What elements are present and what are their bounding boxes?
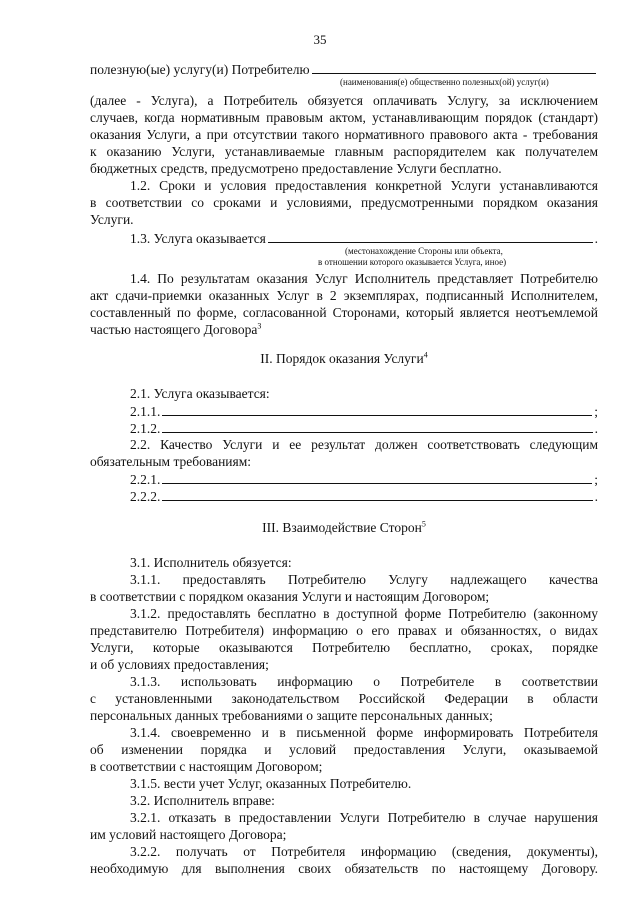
heading-text: III. Взаимодействие Сторон (262, 520, 422, 535)
page-number: 35 (313, 32, 327, 47)
text-line: и об условиях предоставления; (90, 657, 269, 672)
text-line: 3.1.2. предоставлять бесплатно в доступной форме Потребителю (законному (130, 606, 598, 621)
text-line: составленный по форме, согласованной Сторонами, который является неотъемлемой (90, 305, 598, 320)
line-service-place (90, 229, 598, 247)
item-number: 2.1.1. (130, 404, 161, 419)
field-caption: в отношении которого оказывается Услуга, иное) (318, 257, 507, 267)
footnote-ref: 4 (423, 350, 428, 360)
text-line: необходимую для выполнения своих обязательств по настоящему Договору. (90, 861, 598, 876)
text-line: 1.2. Сроки и условия предоставления конкретной Услуги устанавливаются (130, 178, 598, 193)
line-text: частью настоящего Договора (90, 322, 258, 337)
section-heading (90, 350, 598, 367)
text-line: Услуги. (90, 212, 134, 227)
text-line: (далее - Услуга), а Потребитель обязуется оплачивать Услугу, за исключением (90, 93, 598, 108)
text-line: 3.2.2. получать от Потребителя информацию (сведения, документы), (130, 844, 598, 859)
text-line: 3.2.1. отказать в предоставлении Услуги Потребителю в случае нарушения (130, 810, 598, 825)
punct: . (594, 421, 598, 436)
punct: ; (594, 404, 598, 419)
blank-line (162, 470, 592, 484)
blank-line (162, 419, 592, 433)
blank-line (162, 402, 592, 416)
blank-item (90, 470, 598, 488)
text-line: в соответствии с порядком оказания Услуги и настоящим Договором; (90, 589, 490, 604)
text-line: к оказанию Услуги, устанавливаемые главным распорядителем как получателем (90, 144, 598, 159)
section-heading (90, 519, 598, 536)
text-line: 3.1.1. предоставлять Потребителю Услугу надлежащего качества (130, 572, 598, 587)
footnote-ref: 5 (421, 519, 426, 529)
text-line: Услуги, которые оказываются Потребителю бесплатно, сроках, порядке (90, 640, 598, 655)
text-line: им условий настоящего Договора; (90, 827, 287, 842)
blank-item (90, 419, 598, 437)
text-line: с установленными законодательством Российской Федерации в области (90, 691, 598, 706)
blank-line (268, 229, 593, 243)
blank-item (90, 487, 598, 505)
text-line: в соответствии с настоящим Договором; (90, 759, 323, 774)
item-number: 2.2.1. (130, 472, 161, 487)
text-line: представителю Потребителя) информацию о его правах и обязанностях, о видах (90, 623, 598, 638)
blank-line (162, 487, 592, 501)
text-line: 1.4. По результатам оказания Услуг Исполнитель представляет Потребителю (130, 271, 598, 286)
text-line: в соответствии со сроками и условиями, предусмотренными порядком оказания (90, 195, 598, 210)
line-consumer (90, 60, 598, 78)
line-text: полезную(ые) услугу(и) Потребителю (90, 62, 310, 77)
text-line: случаев, когда нормативным правовым актом, устанавливающим порядок (стандарт) (90, 110, 598, 125)
punct: . (594, 489, 598, 504)
text-line: об изменении порядка и условий предоставления Услуги, оказываемой (90, 742, 598, 757)
punct: . (594, 231, 598, 246)
text-line: 3.1.3. использовать информацию о Потребителе в соответствии (130, 674, 598, 689)
text-line: обязательным требованиям: (90, 454, 252, 469)
text-line: персональных данных требованиями о защите персональных данных; (90, 708, 493, 723)
item-number: 2.2.2. (130, 489, 161, 504)
text-line: 3.2. Исполнитель вправе: (130, 793, 275, 808)
blank-line (312, 60, 596, 74)
text-line: оказания Услуги, а при отсутствии такого нормативного правового акта - требования (90, 127, 598, 142)
text-line: акт сдачи-приемки оказанных Услуг в 2 экземплярах, подписанный Исполнителем, (90, 288, 598, 303)
field-caption: (наименования(е) общественно полезных(ой) услуг(и) (340, 77, 549, 87)
footnote-ref: 3 (257, 321, 262, 331)
text-line: 3.1.4. своевременно и в письменной форме информировать Потребителя (130, 725, 598, 740)
heading-text: II. Порядок оказания Услуги (260, 351, 424, 366)
field-caption: (местонахождение Стороны или объекта, (345, 246, 503, 256)
text-line: 2.1. Услуга оказывается: (130, 386, 270, 401)
text-line: 3.1.5. вести учет Услуг, оказанных Потребителю. (130, 776, 412, 791)
blank-item (90, 402, 598, 420)
line-text: 1.3. Услуга оказывается (130, 231, 266, 246)
item-number: 2.1.2. (130, 421, 161, 436)
text-line: 3.1. Исполнитель обязуется: (130, 555, 292, 570)
punct: ; (594, 472, 598, 487)
text-line: 2.2. Качество Услуги и ее результат должен соответствовать следующим (130, 437, 598, 452)
text-line (90, 321, 598, 338)
text-line: бюджетных средств, предусмотрено предоставление Услуги бесплатно. (90, 161, 502, 176)
